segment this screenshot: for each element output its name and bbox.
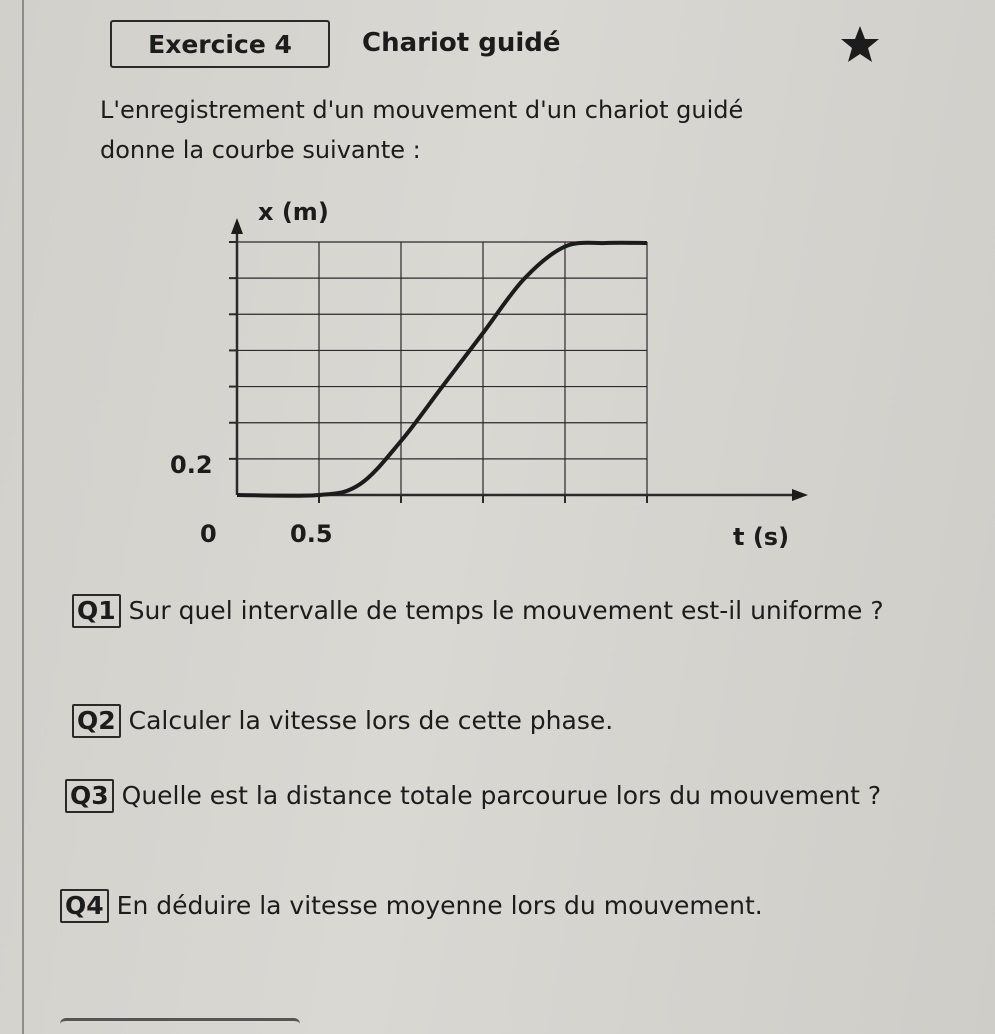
question-4 xyxy=(60,885,920,927)
x-tick-label-0-5: 0.5 xyxy=(290,520,333,548)
intro-line-1: L'enregistrement d'un mouvement d'un chariot guidé xyxy=(100,96,744,124)
chart-grid xyxy=(237,242,647,495)
question-3-number: Q3 xyxy=(65,779,114,813)
y-axis-arrow xyxy=(231,218,243,234)
data-line-x-t xyxy=(237,243,647,496)
question-3 xyxy=(65,775,925,817)
question-2 xyxy=(72,700,922,742)
y-axis-label: x (m) xyxy=(258,198,329,226)
exercise-title: Chariot guidé xyxy=(362,28,561,58)
question-2-text: Calculer la vitesse lors de cette phase. xyxy=(128,706,614,735)
margin-line xyxy=(22,0,24,1034)
question-3-text: Quelle est la distance totale parcourue lors du mouvement ? xyxy=(121,781,882,810)
intro-text xyxy=(100,90,920,170)
exercise-header xyxy=(110,20,910,72)
question-1-number: Q1 xyxy=(72,594,121,628)
question-1 xyxy=(72,590,922,632)
position-time-chart xyxy=(140,190,820,560)
x-tick-label-0: 0 xyxy=(200,520,217,548)
page-edge-mark xyxy=(60,1018,300,1029)
question-2-number: Q2 xyxy=(72,704,121,738)
x-axis-arrow xyxy=(792,489,808,501)
y-tick-label-0-2: 0.2 xyxy=(170,451,213,479)
question-1-text: Sur quel intervalle de temps le mouvement est-il uniforme ? xyxy=(128,596,884,625)
star-icon xyxy=(840,24,880,64)
intro-line-2: donne la courbe suivante : xyxy=(100,136,421,164)
x-axis-label: t (s) xyxy=(733,523,790,551)
chart-axes xyxy=(229,218,808,503)
exercise-label: Exercice 4 xyxy=(110,20,330,68)
question-4-number: Q4 xyxy=(60,889,109,923)
question-4-text: En déduire la vitesse moyenne lors du mouvement. xyxy=(116,891,763,920)
